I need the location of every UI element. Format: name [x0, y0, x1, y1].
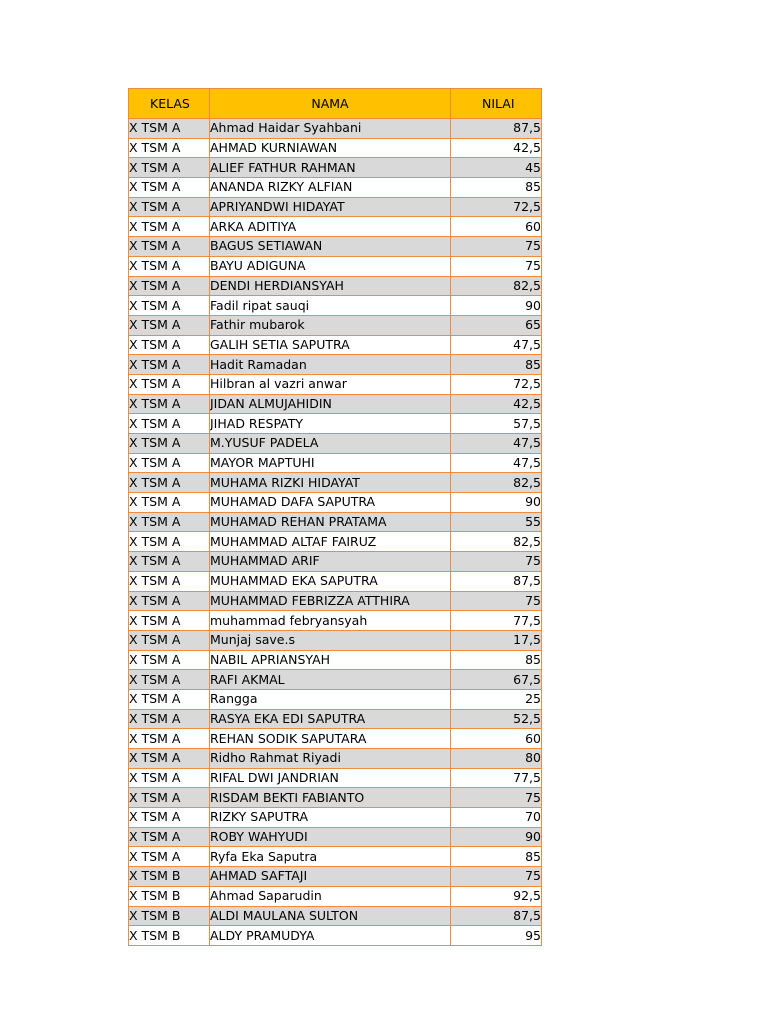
table-row: [129, 532, 542, 552]
cell-nilai: 75: [451, 788, 542, 808]
header-kelas: KELAS: [129, 89, 210, 119]
cell-kelas: X TSM A: [129, 315, 210, 335]
cell-nama: APRIYANDWI HIDAYAT: [210, 197, 451, 217]
cell-nilai: 75: [451, 256, 542, 276]
cell-kelas: X TSM A: [129, 571, 210, 591]
table-row: [129, 768, 542, 788]
table-row: [129, 296, 542, 316]
cell-kelas: X TSM A: [129, 709, 210, 729]
table-row: [129, 906, 542, 926]
table-row: [129, 414, 542, 434]
cell-kelas: X TSM A: [129, 493, 210, 513]
table-row: [129, 138, 542, 158]
cell-kelas: X TSM B: [129, 926, 210, 946]
cell-nama: Ryfa Eka Saputra: [210, 847, 451, 867]
table-row: [129, 394, 542, 414]
cell-nama: MUHAMMAD EKA SAPUTRA: [210, 571, 451, 591]
cell-nama: ROBY WAHYUDI: [210, 827, 451, 847]
cell-nilai: 65: [451, 315, 542, 335]
grade-sheet: [128, 88, 540, 946]
cell-kelas: X TSM A: [129, 374, 210, 394]
cell-kelas: X TSM A: [129, 473, 210, 493]
cell-kelas: X TSM A: [129, 217, 210, 237]
cell-kelas: X TSM A: [129, 335, 210, 355]
cell-nilai: 70: [451, 808, 542, 828]
table-row: [129, 808, 542, 828]
cell-nama: RISDAM BEKTI FABIANTO: [210, 788, 451, 808]
table-row: [129, 886, 542, 906]
cell-nilai: 92,5: [451, 886, 542, 906]
cell-nilai: 85: [451, 178, 542, 198]
cell-nilai: 42,5: [451, 394, 542, 414]
table-row: [129, 847, 542, 867]
cell-nilai: 42,5: [451, 138, 542, 158]
cell-kelas: X TSM A: [129, 434, 210, 454]
cell-kelas: X TSM A: [129, 808, 210, 828]
cell-kelas: X TSM A: [129, 512, 210, 532]
cell-nilai: 72,5: [451, 197, 542, 217]
table-row: [129, 256, 542, 276]
cell-nilai: 77,5: [451, 611, 542, 631]
cell-nama: BAYU ADIGUNA: [210, 256, 451, 276]
cell-kelas: X TSM A: [129, 729, 210, 749]
cell-kelas: X TSM A: [129, 591, 210, 611]
table-row: [129, 552, 542, 572]
table-row: [129, 355, 542, 375]
cell-nama: Fathir mubarok: [210, 315, 451, 335]
table-row: [129, 650, 542, 670]
table-row: [129, 689, 542, 709]
cell-nama: NABIL APRIANSYAH: [210, 650, 451, 670]
table-row: [129, 709, 542, 729]
cell-nilai: 45: [451, 158, 542, 178]
cell-nama: MUHAMMAD ARIF: [210, 552, 451, 572]
cell-nama: ANANDA RIZKY ALFIAN: [210, 178, 451, 198]
table-row: [129, 119, 542, 139]
cell-kelas: X TSM A: [129, 650, 210, 670]
cell-nama: DENDI HERDIANSYAH: [210, 276, 451, 296]
cell-kelas: X TSM A: [129, 552, 210, 572]
cell-nilai: 57,5: [451, 414, 542, 434]
table-row: [129, 591, 542, 611]
cell-nilai: 82,5: [451, 532, 542, 552]
header-nama: NAMA: [210, 89, 451, 119]
cell-kelas: X TSM A: [129, 532, 210, 552]
cell-kelas: X TSM A: [129, 197, 210, 217]
cell-nama: AHMAD KURNIAWAN: [210, 138, 451, 158]
cell-kelas: X TSM A: [129, 689, 210, 709]
cell-nama: MUHAMA RIZKI HIDAYAT: [210, 473, 451, 493]
table-row: [129, 611, 542, 631]
cell-kelas: X TSM A: [129, 670, 210, 690]
table-header: [129, 89, 542, 119]
table-body: [129, 119, 542, 946]
cell-nama: RIZKY SAPUTRA: [210, 808, 451, 828]
cell-nilai: 60: [451, 217, 542, 237]
cell-nilai: 47,5: [451, 434, 542, 454]
cell-kelas: X TSM A: [129, 355, 210, 375]
cell-kelas: X TSM A: [129, 630, 210, 650]
table-row: [129, 335, 542, 355]
table-row: [129, 867, 542, 887]
cell-nama: Munjaj save.s: [210, 630, 451, 650]
table-row: [129, 276, 542, 296]
table-row: [129, 749, 542, 769]
cell-kelas: X TSM A: [129, 749, 210, 769]
cell-nama: RIFAL DWI JANDRIAN: [210, 768, 451, 788]
cell-nilai: 87,5: [451, 906, 542, 926]
cell-nama: AHMAD SAFTAJI: [210, 867, 451, 887]
cell-kelas: X TSM B: [129, 867, 210, 887]
cell-nama: Ahmad Haidar Syahbani: [210, 119, 451, 139]
table-row: [129, 630, 542, 650]
cell-nama: Hadit Ramadan: [210, 355, 451, 375]
cell-nama: Rangga: [210, 689, 451, 709]
cell-kelas: X TSM B: [129, 906, 210, 926]
cell-kelas: X TSM A: [129, 296, 210, 316]
table-row: [129, 788, 542, 808]
cell-kelas: X TSM A: [129, 827, 210, 847]
cell-nilai: 85: [451, 355, 542, 375]
table-row: [129, 178, 542, 198]
cell-nama: muhammad febryansyah: [210, 611, 451, 631]
cell-kelas: X TSM A: [129, 256, 210, 276]
cell-nama: ALDI MAULANA SULTON: [210, 906, 451, 926]
cell-nama: MUHAMMAD FEBRIZZA ATTHIRA: [210, 591, 451, 611]
cell-nilai: 75: [451, 552, 542, 572]
header-nilai: NILAI: [451, 89, 542, 119]
cell-nilai: 77,5: [451, 768, 542, 788]
cell-nama: MUHAMMAD ALTAF FAIRUZ: [210, 532, 451, 552]
table-row: [129, 512, 542, 532]
cell-nilai: 67,5: [451, 670, 542, 690]
cell-nilai: 80: [451, 749, 542, 769]
cell-nama: Ridho Rahmat Riyadi: [210, 749, 451, 769]
cell-nilai: 75: [451, 591, 542, 611]
cell-nama: M.YUSUF PADELA: [210, 434, 451, 454]
cell-nama: JIDAN ALMUJAHIDIN: [210, 394, 451, 414]
cell-nama: ALIEF FATHUR RAHMAN: [210, 158, 451, 178]
cell-kelas: X TSM B: [129, 886, 210, 906]
table-row: [129, 453, 542, 473]
cell-nama: MUHAMAD REHAN PRATAMA: [210, 512, 451, 532]
table-row: [129, 926, 542, 946]
cell-nilai: 72,5: [451, 374, 542, 394]
cell-nilai: 85: [451, 847, 542, 867]
cell-nilai: 95: [451, 926, 542, 946]
cell-nilai: 87,5: [451, 571, 542, 591]
cell-nama: ALDY PRAMUDYA: [210, 926, 451, 946]
cell-nama: BAGUS SETIAWAN: [210, 237, 451, 257]
cell-nilai: 17,5: [451, 630, 542, 650]
cell-kelas: X TSM A: [129, 158, 210, 178]
cell-nilai: 47,5: [451, 335, 542, 355]
table-row: [129, 217, 542, 237]
cell-kelas: X TSM A: [129, 276, 210, 296]
table-row: [129, 729, 542, 749]
cell-nama: RASYA EKA EDI SAPUTRA: [210, 709, 451, 729]
cell-nama: RAFI AKMAL: [210, 670, 451, 690]
cell-nilai: 90: [451, 296, 542, 316]
cell-nilai: 90: [451, 827, 542, 847]
table-row: [129, 473, 542, 493]
cell-nilai: 60: [451, 729, 542, 749]
cell-nama: ARKA ADITIYA: [210, 217, 451, 237]
cell-nama: MAYOR MAPTUHI: [210, 453, 451, 473]
cell-kelas: X TSM A: [129, 414, 210, 434]
cell-nama: JIHAD RESPATY: [210, 414, 451, 434]
cell-kelas: X TSM A: [129, 394, 210, 414]
cell-nilai: 52,5: [451, 709, 542, 729]
table-row: [129, 237, 542, 257]
cell-nilai: 47,5: [451, 453, 542, 473]
cell-nama: Fadil ripat sauqi: [210, 296, 451, 316]
cell-nilai: 82,5: [451, 473, 542, 493]
grades-table: [128, 88, 542, 946]
cell-kelas: X TSM A: [129, 119, 210, 139]
cell-nama: GALIH SETIA SAPUTRA: [210, 335, 451, 355]
cell-nilai: 85: [451, 650, 542, 670]
cell-kelas: X TSM A: [129, 237, 210, 257]
cell-nilai: 75: [451, 237, 542, 257]
cell-nama: Ahmad Saparudin: [210, 886, 451, 906]
cell-nama: REHAN SODIK SAPUTARA: [210, 729, 451, 749]
cell-nama: Hilbran al vazri anwar: [210, 374, 451, 394]
header-row: [129, 89, 542, 119]
table-row: [129, 827, 542, 847]
cell-nilai: 82,5: [451, 276, 542, 296]
cell-kelas: X TSM A: [129, 768, 210, 788]
cell-nilai: 90: [451, 493, 542, 513]
table-row: [129, 571, 542, 591]
cell-kelas: X TSM A: [129, 611, 210, 631]
cell-kelas: X TSM A: [129, 138, 210, 158]
cell-kelas: X TSM A: [129, 788, 210, 808]
table-row: [129, 493, 542, 513]
table-row: [129, 374, 542, 394]
table-row: [129, 434, 542, 454]
cell-kelas: X TSM A: [129, 847, 210, 867]
cell-nilai: 25: [451, 689, 542, 709]
table-row: [129, 670, 542, 690]
table-row: [129, 158, 542, 178]
cell-nilai: 75: [451, 867, 542, 887]
table-row: [129, 315, 542, 335]
table-row: [129, 197, 542, 217]
cell-nama: MUHAMAD DAFA SAPUTRA: [210, 493, 451, 513]
cell-nilai: 87,5: [451, 119, 542, 139]
cell-kelas: X TSM A: [129, 178, 210, 198]
cell-kelas: X TSM A: [129, 453, 210, 473]
cell-nilai: 55: [451, 512, 542, 532]
